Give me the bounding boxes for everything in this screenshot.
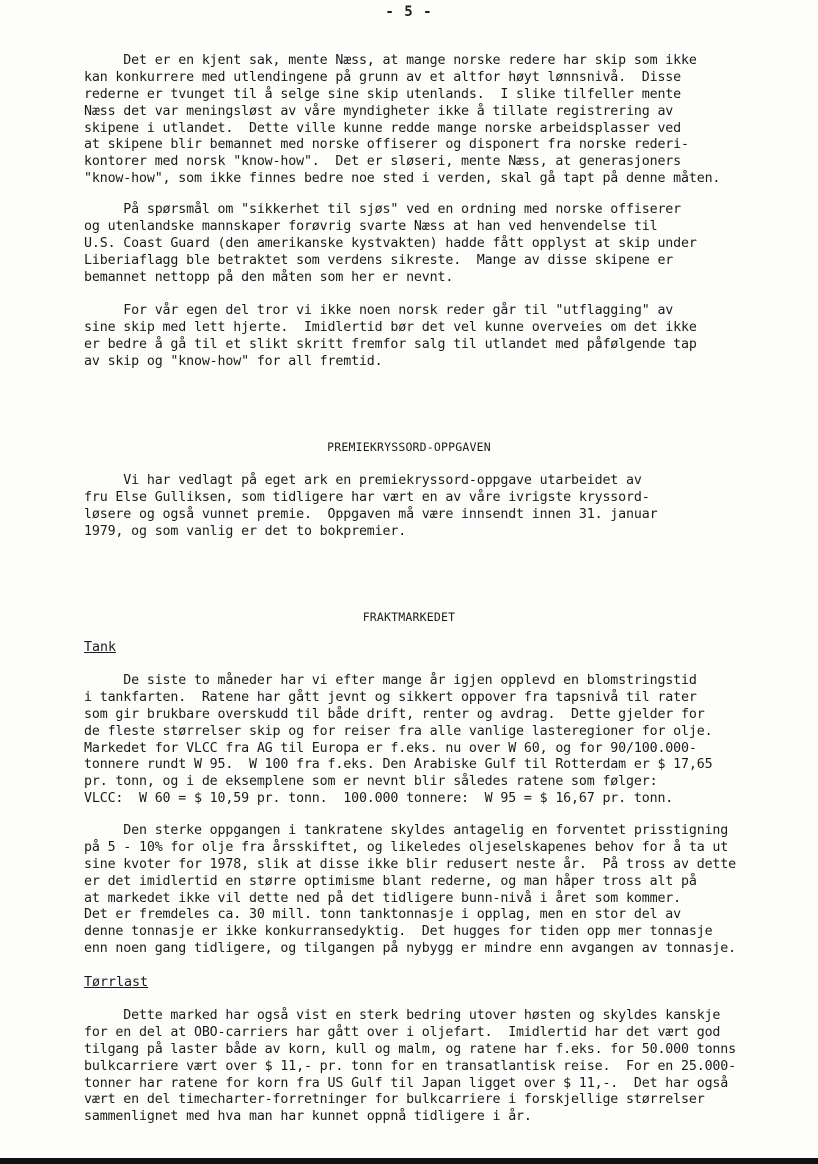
scan-edge [0, 1158, 818, 1164]
text-line: de fleste størrelser skip og for reiser fra alle vanlige lasteregioner for olje. [84, 723, 713, 739]
text-line: tonnere rundt W 95. W 100 fra f.eks. Den Arabiske Gulf til Rotterdam er $ 17,65 [84, 757, 713, 773]
text-line: for en del at OBO-carriers har gått over i oljefart. Imidlertid har det vært god [84, 1024, 721, 1040]
page-number: - 5 - [385, 4, 433, 20]
text-line: For vår egen del tror vi ikke noen norsk reder går til "utflagging" av [84, 303, 674, 318]
text-line: enn noen gang tidligere, og tilgangen på nybygg er mindre enn avgangen av tonnasje. [84, 941, 736, 957]
premie-heading: PREMIEKRYSSORD-OPPGAVEN [327, 440, 491, 454]
text-line: skipene i utlandet. Dette ville kunne redde mange norske arbeidsplasser ved [84, 120, 682, 136]
text-line: sammenlignet med hva man har kunnet oppnå tidligere i år. [84, 1109, 532, 1125]
text-line: Vi har vedlagt på eget ark en premiekryssord-oppgave utarbeidet av [84, 473, 642, 488]
text-line: som gir brukbare overskudd til både drift, renter og avdrag. Dette gjelder for [84, 706, 705, 722]
text-line: Næss det var meningsløst av våre myndigheter ikke å tillate registrering av [84, 103, 674, 119]
text-line: bemannet nettopp på den måten som her er nevnt. [84, 269, 454, 285]
text-line: tonner har ratene for korn fra US Gulf til Japan ligget over $ 11,-. Det har også [84, 1075, 729, 1091]
torrlast-subheading: Tørrlast [84, 975, 149, 990]
intro-paragraph-3 [84, 303, 776, 371]
text-line: kan konkurrere med utlendingene på grunn av et altfor høyt lønnsnivå. Disse [84, 69, 682, 85]
intro-paragraph-1 [84, 53, 776, 188]
text-line: tilgang på laster både av korn, kull og malm, og ratene har f.eks. for 50.000 tonns [84, 1041, 736, 1057]
text-line: at skipene blir bemannet med norske offiserer og disponert fra norske rederi- [84, 137, 689, 153]
text-line: Liberiaflagg ble betraktet som verdens sikreste. Mange av disse skipene er [84, 252, 674, 268]
intro-paragraph-2 [84, 202, 776, 286]
frakt-heading: FRAKTMARKEDET [362, 610, 456, 624]
text-line: fru Else Gulliksen, som tidligere har vært en av våre ivrigste kryssord- [84, 489, 650, 505]
text-line: På spørsmål om "sikkerhet til sjøs" ved en ordning med norske offiserer [84, 202, 682, 217]
text-line: U.S. Coast Guard (den amerikanske kystvakten) hadde fått opplyst at skip under [84, 235, 697, 251]
text-line: VLCC: W 60 = $ 10,59 pr. tonn. 100.000 tonnere: W 95 = $ 16,67 pr. tonn. [84, 791, 674, 807]
text-line: i tankfarten. Ratene har gått jevnt og sikkert oppover fra tapsnivå til rater [84, 689, 697, 705]
text-line: på 5 - 10% for olje fra årsskiftet, og likeledes oljeselskapenes behov for å ta ut [84, 839, 729, 855]
tank-paragraph-1 [84, 673, 776, 808]
text-line: vært en del timecharter-forretninger for bulkcarriere i forskjellige størrelser [84, 1092, 705, 1108]
text-line: at markedet ikke vil dette ned på det tidligere bunn-nivå i året som kommer. [84, 890, 682, 906]
text-line: Markedet for VLCC fra AG til Europa er f.eks. nu over W 60, og for 90/100.000- [84, 740, 697, 756]
premie-paragraph [84, 473, 776, 541]
text-line: sine kvoter for 1978, slik at disse ikke blir redusert neste år. På tross av dette [84, 856, 736, 872]
tank-subheading: Tank [84, 640, 117, 655]
text-line: er det imidlertid en større optimisme blant rederne, og man håper tross alt på [84, 873, 697, 889]
text-line: denne tonnasje er ikke konkurransedyktig. Det hugges for tiden opp mer tonnasje [84, 924, 713, 940]
text-line: Det er fremdeles ca. 30 mill. tonn tanktonnasje i opplag, men en stor del av [84, 907, 682, 923]
text-line: "know-how", som ikke finnes bedre noe sted i verden, skal gå tapt på denne måten. [84, 171, 721, 187]
tank-paragraph-2 [84, 823, 776, 958]
text-line: løsere og også vunnet premie. Oppgaven må være innsendt innen 31. januar [84, 506, 658, 522]
text-line: er bedre å gå til et slikt skritt fremfor salg til utlandet med påfølgende tap [84, 336, 697, 352]
text-line: rederne er tvunget til å selge sine skip utenlands. I slike tilfeller mente [84, 86, 682, 102]
text-line: sine skip med lett hjerte. Imidlertid bør det vel kunne overveies om det ikke [84, 319, 697, 335]
text-line: av skip og "know-how" for all fremtid. [84, 353, 383, 369]
text-line: kontorer med norsk "know-how". Det er sløseri, mente Næss, at generasjoners [84, 154, 682, 170]
torrlast-paragraph [84, 1008, 776, 1126]
text-line: 1979, og som vanlig er det to bokpremier. [84, 523, 407, 539]
text-line: bulkcarriere vært over $ 11,- pr. tonn for en transatlantisk reise. For en 25.000- [84, 1058, 736, 1074]
text-line: Dette marked har også vist en sterk bedring utover høsten og skyldes kanskje [84, 1008, 721, 1023]
text-line: Det er en kjent sak, mente Næss, at mange norske redere har skip som ikke [84, 53, 697, 68]
text-line: og utenlandske mannskaper forøvrig svarte Næss at han ved henvendelse til [84, 218, 658, 234]
text-line: De siste to måneder har vi efter mange år igjen opplevd en blomstringstid [84, 673, 697, 688]
text-line: pr. tonn, og i de eksemplene som er nevnt blir således ratene som følger: [84, 774, 658, 790]
text-line: Den sterke oppgangen i tankratene skyldes antagelig en forventet prisstigning [84, 823, 729, 838]
